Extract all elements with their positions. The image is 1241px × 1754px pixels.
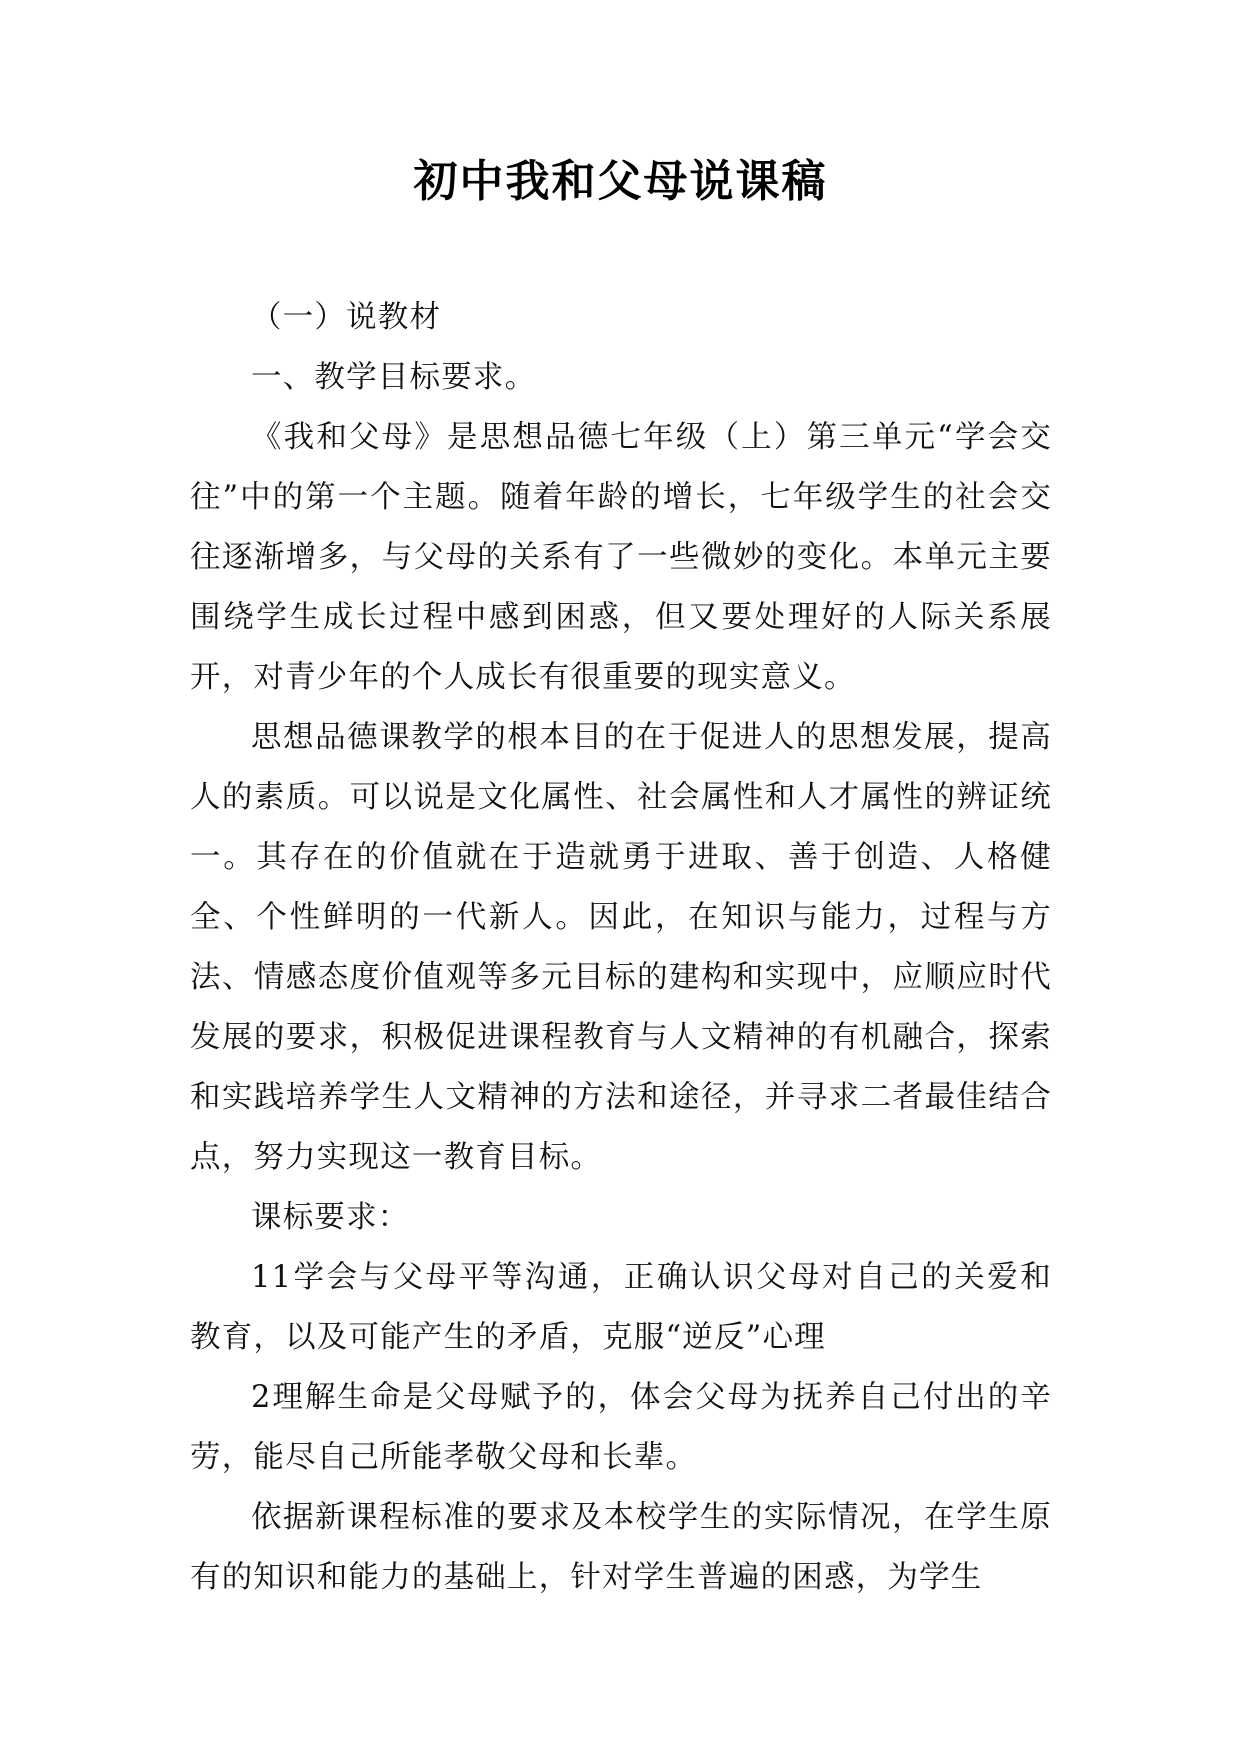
paragraph-intro: 《我和父母》是思想品德七年级（上）第三单元“学会交往”中的第一个主题。随着年龄的增长，七年级学生的社会交往逐渐增多，与父母的关系有了一些微妙的变化。本单元主要围绕学生成长过程中感到困惑，但又要处理好的人际关系展开，对青少年的个人成长有很重要的现实意义。 (190, 420, 1052, 695)
document-body (190, 288, 1052, 1608)
section-heading-jiaocai: （一）说教材 (251, 300, 442, 335)
curriculum-requirements-heading: 课标要求： (251, 1200, 410, 1235)
paragraph-basis: 依据新课程标准的要求及本校学生的实际情况，在学生原有的知识和能力的基础上，针对学生普遍的困惑，为学生 (190, 1500, 1052, 1595)
paragraph-purpose: 思想品德课教学的根本目的在于促进人的思想发展，提高人的素质。可以说是文化属性、社会属性和人才属性的辨证统一。其存在的价值就在于造就勇于进取、善于创造、人格健全、个性鲜明的一代新人。因此，在知识与能力，过程与方法、情感态度价值观等多元目标的建构和实现中，应顺应时代发展的要求，积极促进课程教育与人文精神的有机融合，探索和实践培养学生人文精神的方法和途径，并寻求二者最佳结合点，努力实现这一教育目标。 (190, 720, 1052, 1175)
subsection-heading-goals: 一、教学目标要求。 (251, 360, 537, 395)
requirement-item-2: 2理解生命是父母赋予的，体会父母为抚养自己付出的辛劳，能尽自己所能孝敬父母和长辈。 (190, 1380, 1052, 1475)
document-title: 初中我和父母说课稿 (413, 156, 828, 207)
requirement-item-1: 11学会与父母平等沟通，正确认识父母对自己的关爱和教育，以及可能产生的矛盾，克服“逆反”心理 (190, 1260, 1052, 1355)
